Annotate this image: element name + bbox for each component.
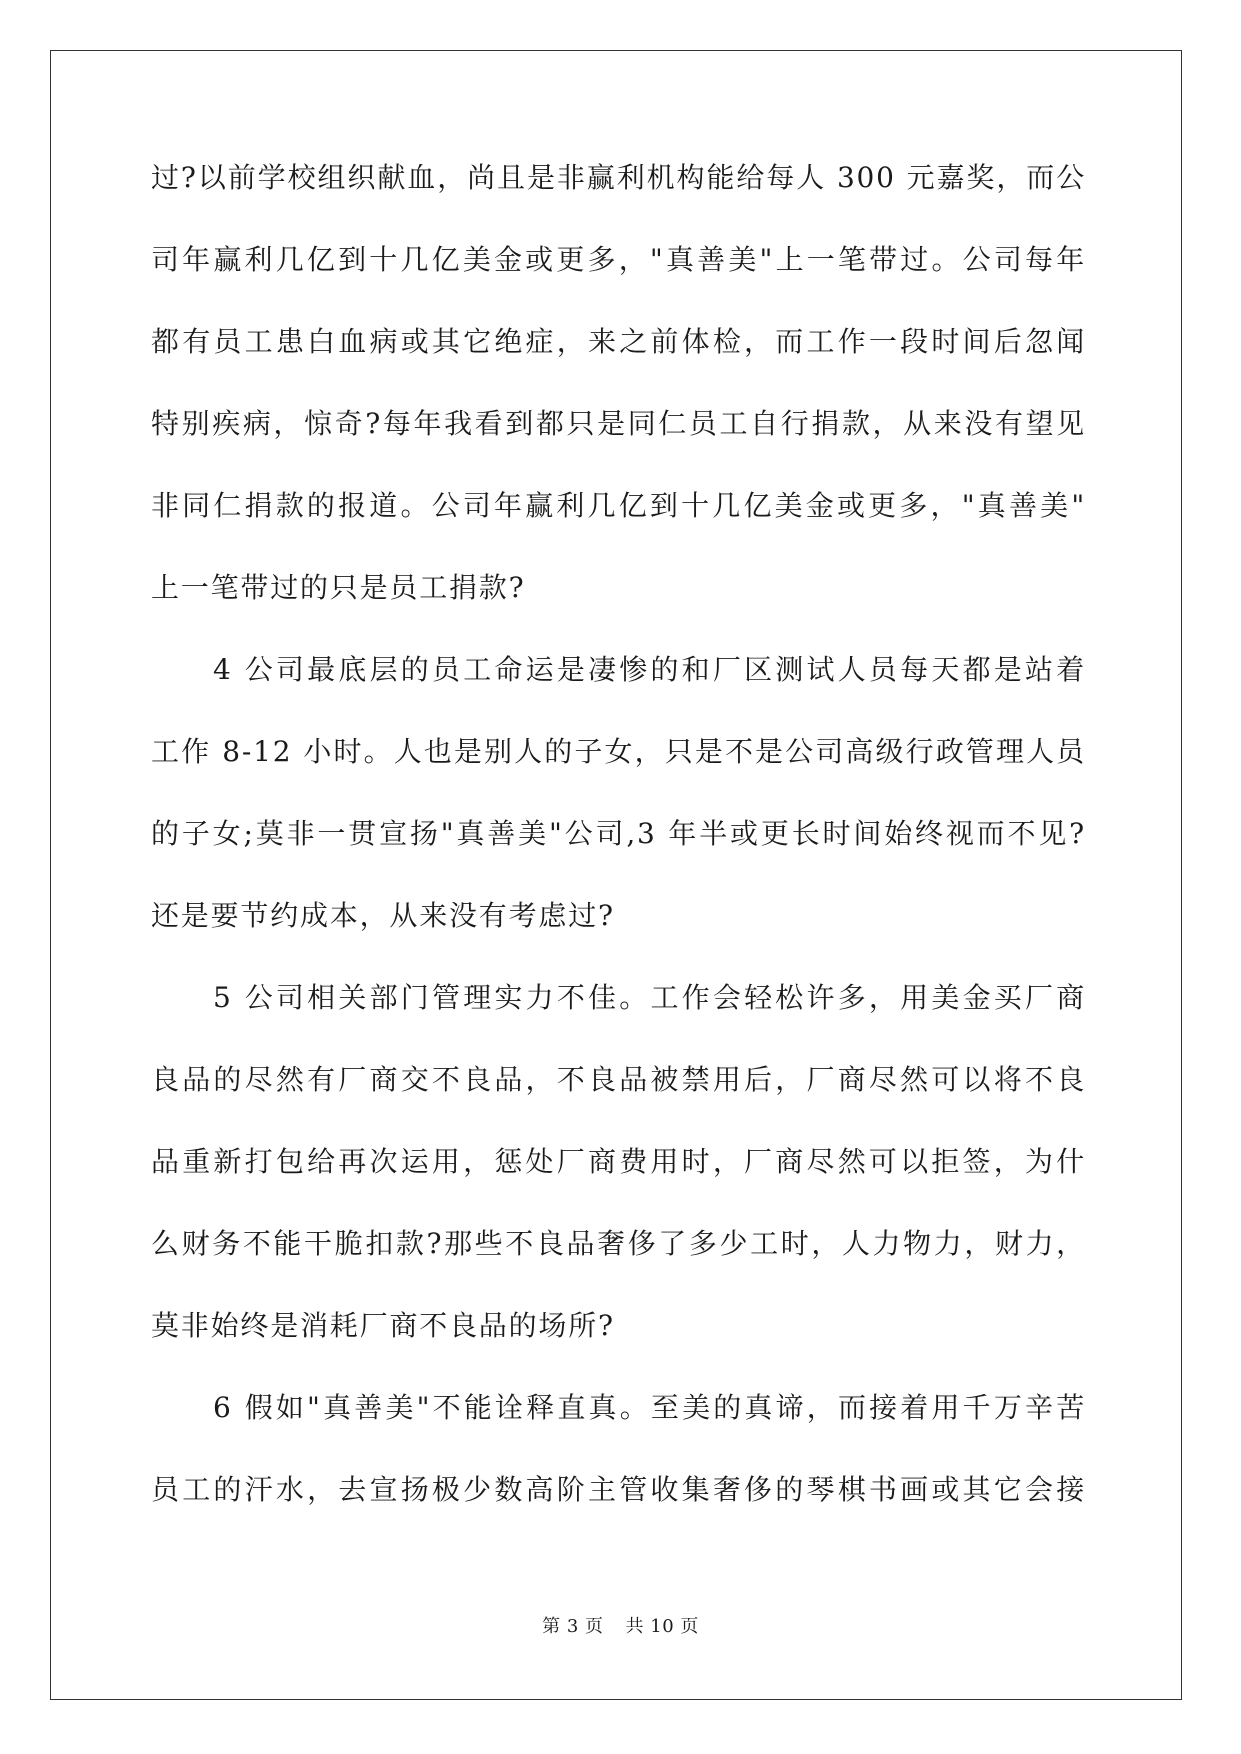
- text-line-16: 6 假如"真善美"不能诠释直真。至美的真谛，而接着用千万辛苦: [213, 1391, 1086, 1424]
- text-line-5: 非同仁捐款的报道。公司年赢利几亿到十几亿美金或更多，"真善美": [151, 489, 1086, 522]
- text-line-7: 4 公司最底层的员工命运是凄惨的和厂区测试人员每天都是站着: [213, 653, 1086, 686]
- page-number: 第 3 页: [542, 1616, 604, 1637]
- text-line-6: 上一笔带过的只是员工捐款?: [151, 571, 526, 604]
- text-line-9: 的子女;莫非一贯宣扬"真善美"公司,3 年半或更长时间始终视而不见?: [151, 817, 1086, 850]
- document-body: [151, 158, 1086, 1552]
- page-footer: [0, 1612, 1241, 1638]
- text-line-10: 还是要节约成本，从来没有考虑过?: [151, 899, 615, 932]
- text-line-13: 品重新打包给再次运用，惩处厂商费用时，厂商尽然可以拒签，为什: [151, 1145, 1086, 1178]
- text-line-17: 员工的汗水，去宣扬极少数高阶主管收集奢侈的琴棋书画或其它会接: [151, 1473, 1086, 1506]
- text-line-4: 特别疾病，惊奇?每年我看到都只是同仁员工自行捐款，从来没有望见: [151, 407, 1086, 440]
- page-total: 共 10 页: [625, 1616, 699, 1637]
- text-line-14: 么财务不能干脆扣款?那些不良品奢侈了多少工时，人力物力，财力，: [151, 1227, 1086, 1260]
- text-line-2: 司年赢利几亿到十几亿美金或更多，"真善美"上一笔带过。公司每年: [151, 243, 1086, 276]
- text-line-8: 工作 8-12 小时。人也是别人的子女，只是不是公司高级行政管理人员: [151, 735, 1086, 768]
- text-line-15: 莫非始终是消耗厂商不良品的场所?: [151, 1309, 615, 1342]
- text-line-3: 都有员工患白血病或其它绝症，来之前体检，而工作一段时间后忽闻: [151, 325, 1086, 358]
- text-line-1: 过?以前学校组织献血，尚且是非赢利机构能给每人 300 元嘉奖，而公: [151, 161, 1086, 194]
- text-line-11: 5 公司相关部门管理实力不佳。工作会轻松许多，用美金买厂商: [213, 981, 1086, 1014]
- text-line-12: 良品的尽然有厂商交不良品，不良品被禁用后，厂商尽然可以将不良: [151, 1063, 1086, 1096]
